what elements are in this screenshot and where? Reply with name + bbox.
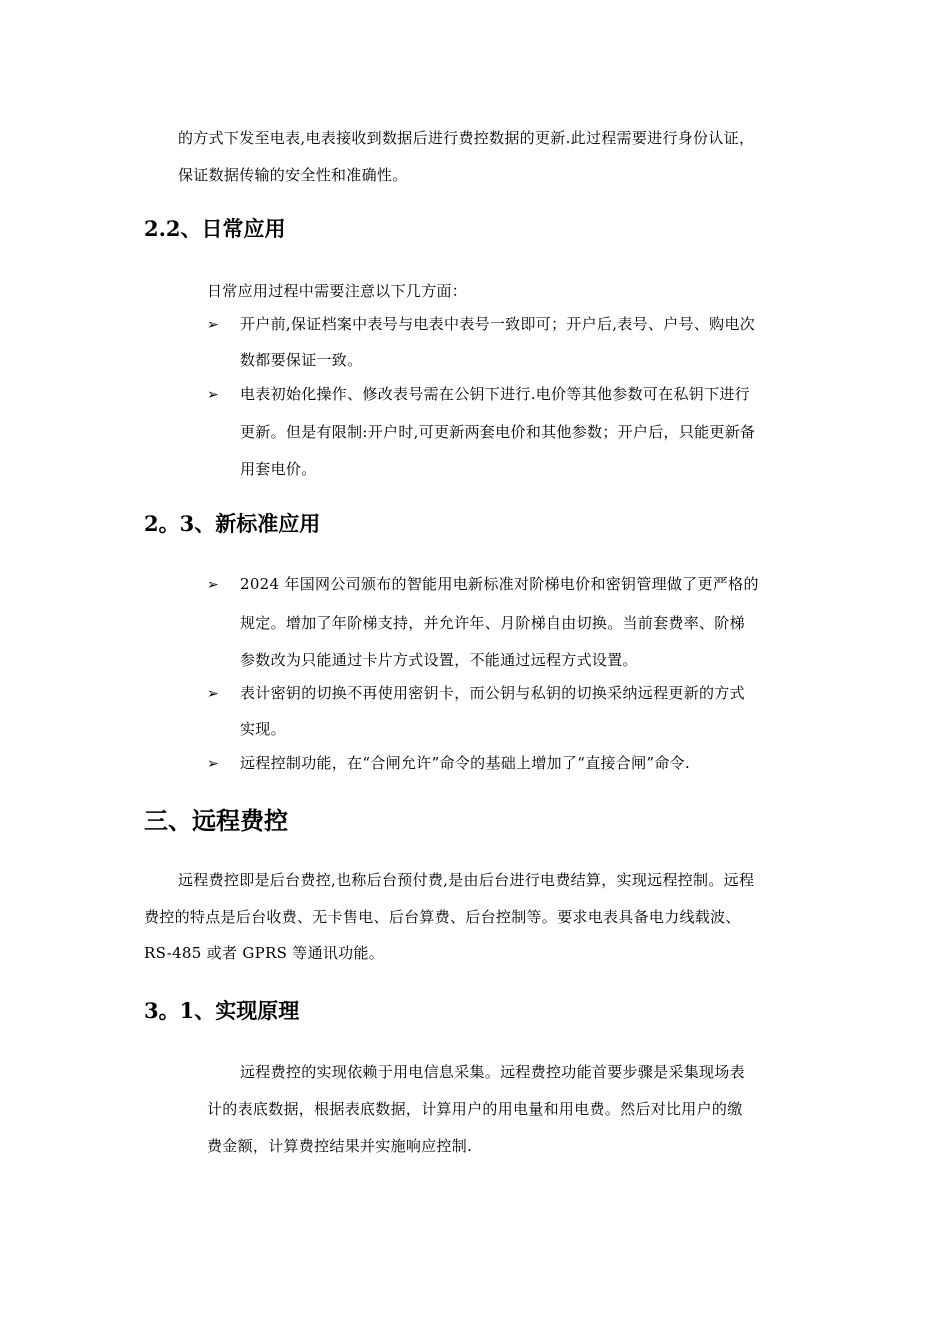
bullet-arrow-icon: ➢	[207, 756, 219, 772]
sec22-item2-line3: 用套电价。	[240, 460, 317, 478]
sec22-item1-line2: 数都要保证一致。	[240, 351, 363, 369]
intro-line-2: 保证数据传输的安全性和准确性。	[178, 166, 408, 184]
sec31-line3: 费金额，计算费控结果并实施响应控制.	[207, 1137, 473, 1155]
section-heading-3-1: 3。1、实现原理	[144, 998, 300, 1023]
sec22-item1-line1: 开户前,保证档案中表号与电表中表号一致即可；开户后,表号、户号、购电次	[240, 315, 756, 333]
bullet-arrow-icon: ➢	[207, 577, 219, 593]
sec23-item2-line2: 实现。	[240, 720, 286, 738]
section-2-2-lead: 日常应用过程中需要注意以下几方面：	[207, 282, 468, 300]
intro-line-1: 的方式下发至电表,电表接收到数据后进行费控数据的更新.此过程需要进行身份认证，	[178, 129, 755, 147]
sec22-item2-line1: 电表初始化操作、修改表号需在公钥下进行.电价等其他参数可在私钥下进行	[240, 385, 750, 403]
bullet-arrow-icon: ➢	[207, 387, 219, 403]
bullet-arrow-icon: ➢	[207, 686, 219, 702]
sec31-line1: 远程费控的实现依赖于用电信息采集。远程费控功能首要步骤是采集现场表	[240, 1063, 745, 1081]
sec3-line1: 远程费控即是后台费控,也称后台预付费,是由后台进行电费结算，实现远程控制。远程	[178, 871, 755, 889]
chapter-heading-3: 三、远程费控	[144, 806, 288, 835]
sec3-line2: 费控的特点是后台收费、无卡售电、后台算费、后台控制等。要求电表具备电力线载波、	[144, 908, 741, 926]
sec3-line3: RS-485 或者 GPRS 等通讯功能。	[144, 944, 385, 962]
sec23-item1-line3: 参数改为只能通过卡片方式设置，不能通过远程方式设置。	[240, 651, 638, 669]
bullet-arrow-icon: ➢	[207, 317, 219, 333]
sec22-item2-line2: 更新。但是有限制:开户时,可更新两套电价和其他参数；开户后，只能更新备	[240, 423, 756, 441]
sec31-line2: 计的表底数据，根据表底数据，计算用户的用电量和用电费。然后对比用户的缴	[207, 1100, 743, 1118]
sec23-item3-line1: 远程控制功能，在“合闸允许”命令的基础上增加了“直接合闸”命令.	[240, 754, 691, 772]
sec23-item1-line1: 2024 年国网公司颁布的智能用电新标准对阶梯电价和密钥管理做了更严格的	[240, 575, 759, 593]
section-heading-2-2: 2.2、日常应用	[144, 216, 286, 241]
sec23-item2-line1: 表计密钥的切换不再使用密钥卡，而公钥与私钥的切换采纳远程更新的方式	[240, 684, 745, 702]
section-heading-2-3: 2。3、新标准应用	[144, 511, 321, 536]
sec23-item1-line2: 规定。增加了年阶梯支持，并允许年、月阶梯自由切换。当前套费率、阶梯	[240, 614, 745, 632]
